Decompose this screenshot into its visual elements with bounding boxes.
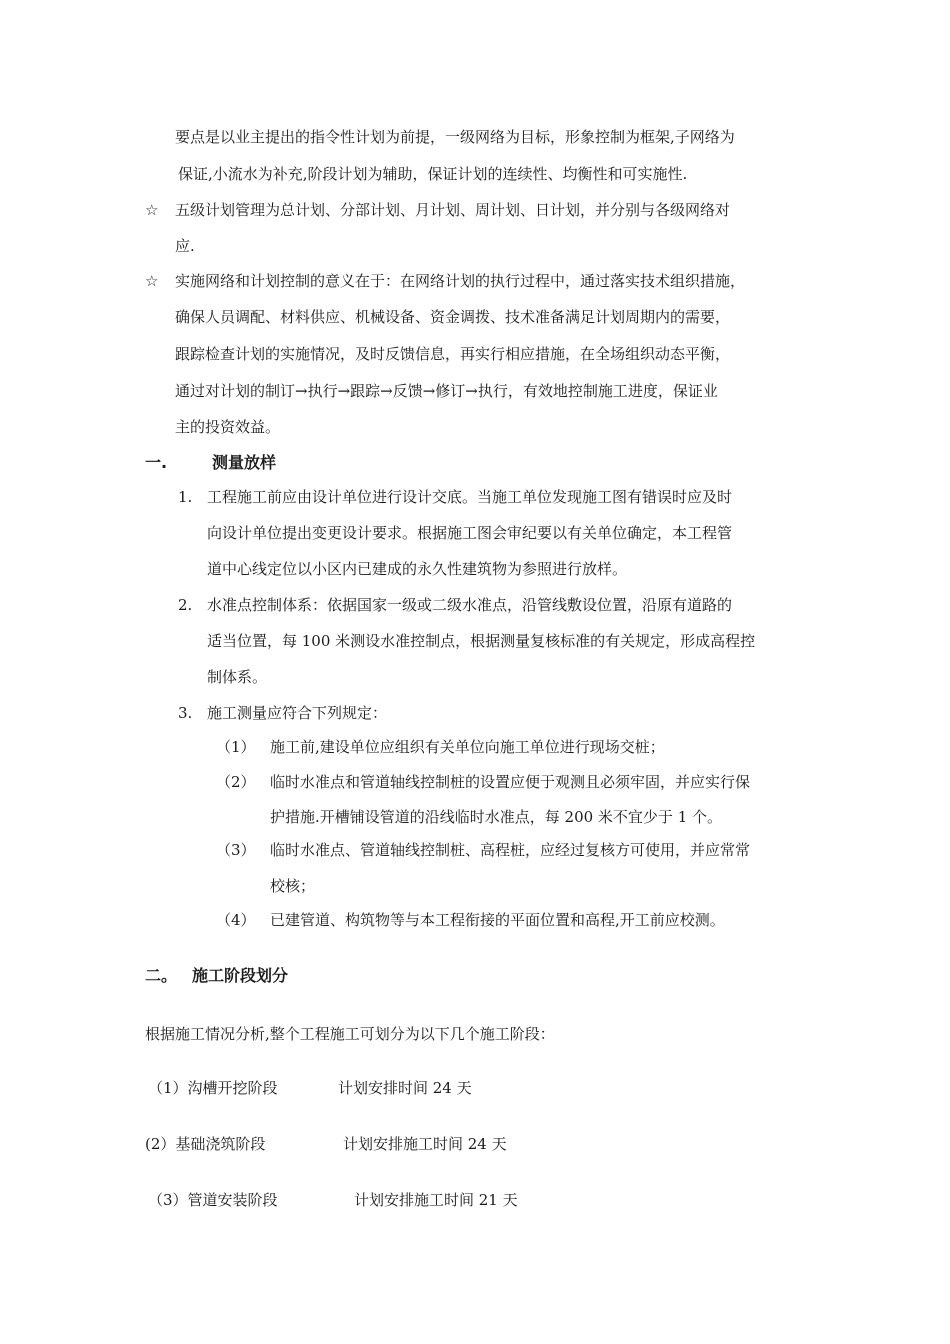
item2-number: 2. [178, 596, 193, 614]
bullet1-line-2: 应. [175, 237, 195, 255]
bullet2-line-2: 确保人员调配、材料供应、机械设备、资金调拨、技术准备满足计划周期内的需要， [175, 308, 731, 326]
phase3-time: 计划安排施工时间 21 天 [354, 1191, 518, 1209]
item1-line-3: 道中心线定位以小区内已建成的永久性建筑物为参照进行放样。 [207, 560, 628, 578]
bullet2-line-1: 实施网络和计划控制的意义在于：在网络计划的执行过程中，通过落实技术组织措施， [175, 272, 746, 290]
subitem2-line-1: 临时水准点和管道轴线控制桩的设置应便于观测且必须牢固，并应实行保 [270, 773, 751, 791]
subitem4-line-1: 已建管道、构筑物等与本工程衔接的平面位置和高程,开工前应校测。 [270, 911, 725, 929]
item1-line-1: 工程施工前应由设计单位进行设计交底。当施工单位发现施工图有错误时应及时 [207, 488, 733, 506]
subitem3-number: （3） [216, 841, 256, 859]
bullet2-line-5: 主的投资效益。 [175, 418, 281, 436]
phase2-time: 计划安排施工时间 24 天 [343, 1135, 507, 1153]
item1-number: 1. [178, 488, 193, 506]
intro-line-1: 要点是以业主提出的指令性计划为前提，一级网络为目标，形象控制为框架,子网络为 [175, 128, 735, 146]
section2-number: 二。 [145, 966, 178, 985]
bullet2-line-3: 跟踪检查计划的实施情况，及时反馈信息，再实行相应措施，在全场组织动态平衡， [175, 345, 731, 363]
item2-line-2: 适当位置，每 100 米测设水准控制点，根据测量复核标准的有关规定，形成高程控 [207, 632, 756, 650]
section2-title: 施工阶段划分 [192, 966, 289, 985]
bullet1-line-1: 五级计划管理为总计划、分部计划、月计划、周计划、日计划，并分别与各级网络对 [175, 201, 731, 219]
subitem2-line-2: 护措施.开槽铺设管道的沿线临时水准点，每 200 米不宜少于 1 个。 [270, 808, 723, 826]
item1-line-2: 向设计单位提出变更设计要求。根据施工图会审纪要以有关单位确定，本工程管 [207, 524, 733, 542]
subitem1-number: （1） [216, 738, 256, 756]
phase3-label: （3）管道安装阶段 [148, 1191, 278, 1209]
item2-line-1: 水准点控制体系：依据国家一级或二级水准点，沿管线敷设位置，沿原有道路的 [207, 596, 733, 614]
star-bullet-icon: ☆ [145, 272, 159, 290]
phase2-label: (2）基础浇筑阶段 [145, 1135, 266, 1153]
section1-title: 测量放样 [212, 453, 277, 472]
subitem2-number: （2） [216, 773, 256, 791]
subitem4-number: （4） [216, 911, 256, 929]
phase1-time: 计划安排时间 24 天 [338, 1079, 472, 1097]
subitem3-line-1: 临时水准点、管道轴线控制桩、高程桩，应经过复核方可使用，并应常常 [270, 841, 751, 859]
item3-number: 3. [178, 704, 193, 722]
subitem3-line-2: 校核； [270, 877, 316, 895]
bullet2-line-4: 通过对计划的制订→执行→跟踪→反馈→修订→执行，有效地控制施工进度，保证业 [175, 382, 718, 400]
section1-number: 一. [145, 453, 168, 472]
star-bullet-icon: ☆ [145, 201, 159, 219]
item3-line-1: 施工测量应符合下列规定： [207, 704, 388, 722]
subitem1-line-1: 施工前,建设单位应组织有关单位向施工单位进行现场交桩； [270, 738, 665, 756]
intro-line-2: 保证,小流水为补充,阶段计划为辅助，保证计划的连续性、均衡性和可实施性. [178, 165, 688, 183]
section2-intro: 根据施工情况分析,整个工程施工可划分为以下几个施工阶段： [145, 1025, 555, 1043]
phase1-label: （1）沟槽开挖阶段 [148, 1079, 278, 1097]
item2-line-3: 制体系。 [207, 668, 268, 686]
